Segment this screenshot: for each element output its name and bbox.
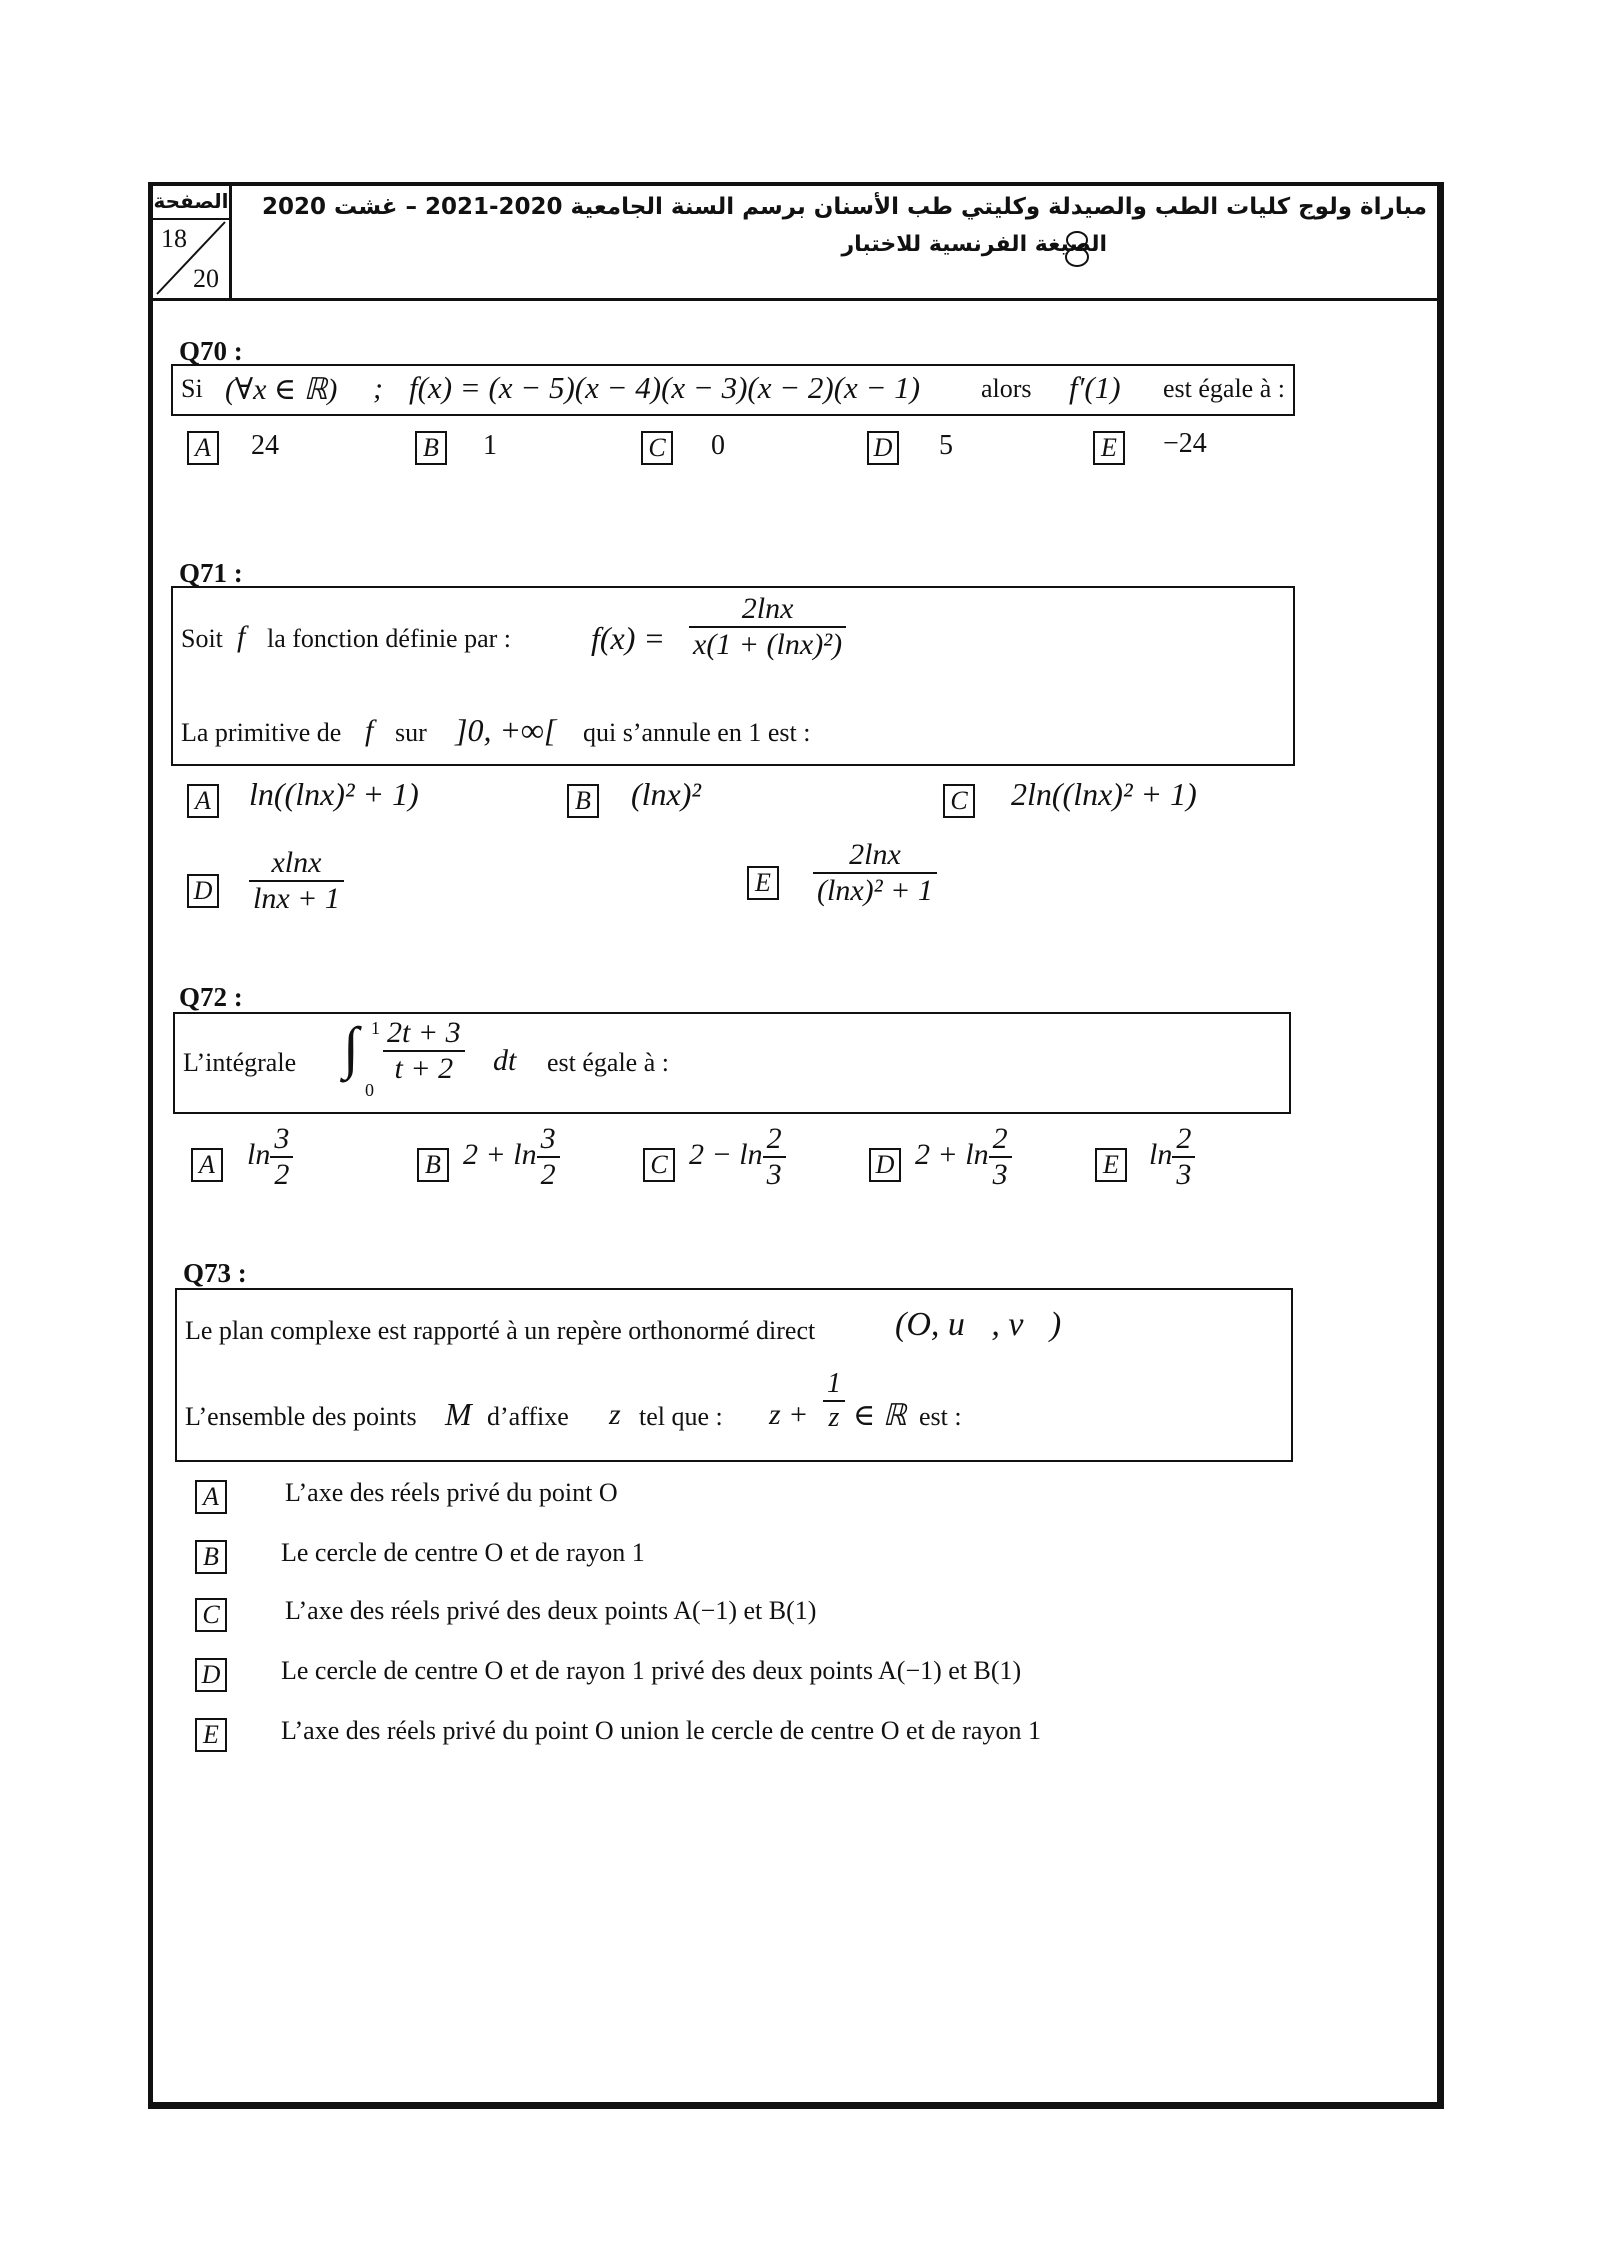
q72-option-d-box[interactable]: D [869,1148,901,1182]
q71-f-symbol-2: f [365,714,374,747]
q71-f-symbol: f [237,620,246,653]
q72-option-c-box[interactable]: C [643,1148,675,1182]
q70-stem-box [171,364,1295,416]
q72-c-den: 3 [763,1156,786,1192]
q70-stem-end: est égale à : [1163,374,1285,403]
q73-option-b-box[interactable]: B [195,1540,227,1574]
q72-e-num: 2 [1176,1122,1192,1155]
q70-option-d-box[interactable]: D [867,431,899,465]
q72-upper-bound: 1 [371,1018,380,1038]
q72-stem-end: est égale à : [547,1048,669,1077]
q70-quantifier: (∀x ∈ ℝ) [225,373,338,406]
q71-option-d-box[interactable]: D [187,874,219,908]
q72-d-prefix: 2 + ln [915,1137,989,1171]
q73-option-b-text: Le cercle de centre O et de rayon 1 [281,1538,645,1567]
q71-option-c-box[interactable]: C [943,784,975,818]
q71-fx: f(x) = [591,620,665,656]
q72-option-e-box[interactable]: E [1095,1148,1127,1182]
q71-option-a-value: ln((lnx)² + 1) [249,776,419,812]
q70-derivative: f′(1) [1069,370,1121,405]
q72-b-num: 3 [540,1122,556,1155]
q73-option-d-text: Le cercle de centre O et de rayon 1 privé des deux points A(−1) et B(1) [281,1656,1022,1685]
q71-stem-end: qui s’annule en 1 est : [583,718,811,747]
q72-c-prefix: 2 − ln [689,1137,763,1171]
exam-header [153,186,1437,301]
page-total: 20 [193,264,219,293]
q72-a-den: 2 [270,1156,293,1192]
q70-function: f(x) = (x − 5)(x − 4)(x − 3)(x − 2)(x − 1) [409,370,921,405]
q71-primitive-de: La primitive de [181,718,342,747]
q71-option-b-box[interactable]: B [567,784,599,818]
q71-option-c-value: 2ln((lnx)² + 1) [1011,776,1197,812]
q72-e-prefix: ln [1149,1137,1173,1171]
q73-option-a-box[interactable]: A [195,1480,227,1514]
q72-integrale: L’intégrale [183,1048,297,1077]
q73-tel-que: tel que : [639,1402,723,1431]
q70-option-b-value: 1 [483,430,497,461]
q73-frac-num: 1 [827,1368,841,1399]
q73-line1: Le plan complexe est rapporté à un repère orthonormé direct [185,1316,816,1345]
q72-stem-box [173,1012,1291,1114]
q70-alors: alors [981,374,1032,403]
q73-expr-b: ∈ ℝ [853,1399,907,1432]
page-label: الصفحة [153,186,229,220]
q72-a-prefix: ln [247,1137,271,1171]
q73-M: M [445,1396,472,1432]
q72-b-den: 2 [537,1156,560,1192]
q71-frac-den: x(1 + (lnx)²) [689,626,846,662]
q72-option-e-value [1149,1122,1195,1192]
q70-option-b-box[interactable]: B [415,431,447,465]
q73-z: z [609,1398,621,1431]
q72-d-num: 2 [992,1122,1008,1155]
q73-fraction [823,1368,845,1434]
q71-sur: sur [395,718,427,747]
q72-label: Q72 : [179,982,243,1012]
q71-stem-box [171,586,1295,766]
q70-option-c-box[interactable]: C [641,431,673,465]
q73-expr-a: z + [769,1398,809,1431]
q70-si: Si [181,374,203,403]
q71-soit: Soit [181,624,223,653]
q71-frac-num: 2lnx [741,592,794,625]
q73-frac-den: z [823,1400,845,1434]
q73-option-d-box[interactable]: D [195,1658,227,1692]
q71-label: Q71 : [179,558,243,588]
q71-option-a-box[interactable]: A [187,784,219,818]
handwritten-mark-icon [1063,230,1091,268]
page-number-box [153,186,232,298]
q72-option-c-value [689,1122,786,1192]
q73-option-c-text: L’axe des réels privé des deux points A(−1) et B(1) [285,1596,817,1625]
q71-option-d-value [249,846,344,916]
q71-option-b-value: (lnx)² [631,776,701,812]
q72-c-num: 2 [766,1122,782,1155]
q72-integral-sign: ∫ [343,1015,359,1080]
q71-option-e-value [813,838,937,908]
q70-label: Q70 : [179,336,243,366]
q73-label: Q73 : [183,1258,247,1288]
q71-d-den: lnx + 1 [249,880,344,916]
q72-option-d-value [915,1122,1012,1192]
q72-dt: dt [493,1044,517,1077]
q73-frame-notation: (O, u⃗, v⃗) [895,1306,1062,1343]
q72-e-den: 3 [1172,1156,1195,1192]
exam-subtitle: الصيغة الفرنسية للاختبار [841,232,1107,257]
q73-option-e-box[interactable]: E [195,1718,227,1752]
q72-int-den: t + 2 [383,1050,465,1086]
q72-integrand [383,1016,465,1086]
q73-affixe: d’affixe [487,1402,569,1431]
q70-option-c-value: 0 [711,430,725,461]
q73-line2-a: L’ensemble des points [185,1402,417,1431]
q71-interval: ]0, +∞[ [455,712,557,748]
q73-option-a-text: L’axe des réels privé du point O [285,1478,618,1507]
q71-d-num: xlnx [271,846,322,879]
q70-option-e-box[interactable]: E [1093,431,1125,465]
q72-lower-bound: 0 [365,1080,374,1100]
q72-int-num: 2t + 3 [387,1016,461,1049]
q71-e-num: 2lnx [849,838,901,871]
q71-option-e-box[interactable]: E [747,866,779,900]
q70-option-a-box[interactable]: A [187,431,219,465]
q72-a-num: 3 [274,1122,290,1155]
q73-stem-end: est : [919,1402,962,1431]
q72-option-b-box[interactable]: B [417,1148,449,1182]
exam-page-frame [148,182,1444,2109]
q70-option-d-value: 5 [939,430,953,461]
q73-stem-box [175,1288,1293,1462]
page-current: 18 [161,224,187,253]
q70-option-a-value: 24 [251,430,279,461]
q72-d-den: 3 [989,1156,1012,1192]
q72-option-a-box[interactable]: A [191,1148,223,1182]
q73-option-c-box[interactable]: C [195,1598,227,1632]
q71-e-den: (lnx)² + 1 [813,872,937,908]
q70-semicolon: ; [373,372,383,405]
q73-option-e-text: L’axe des réels privé du point O union le cercle de centre O et de rayon 1 [281,1716,1041,1745]
q71-fraction [689,592,846,662]
exam-title: مباراة ولوج كليات الطب والصيدلة وكليتي طب الأسنان برسم السنة الجامعية 2020-2021 – غشت 2020 [261,194,1427,220]
q70-option-e-value: −24 [1163,428,1207,459]
q71-definie-par: la fonction définie par : [267,624,512,653]
q72-option-a-value [247,1122,293,1192]
q72-option-b-value [463,1122,560,1192]
q72-b-prefix: 2 + ln [463,1137,537,1171]
